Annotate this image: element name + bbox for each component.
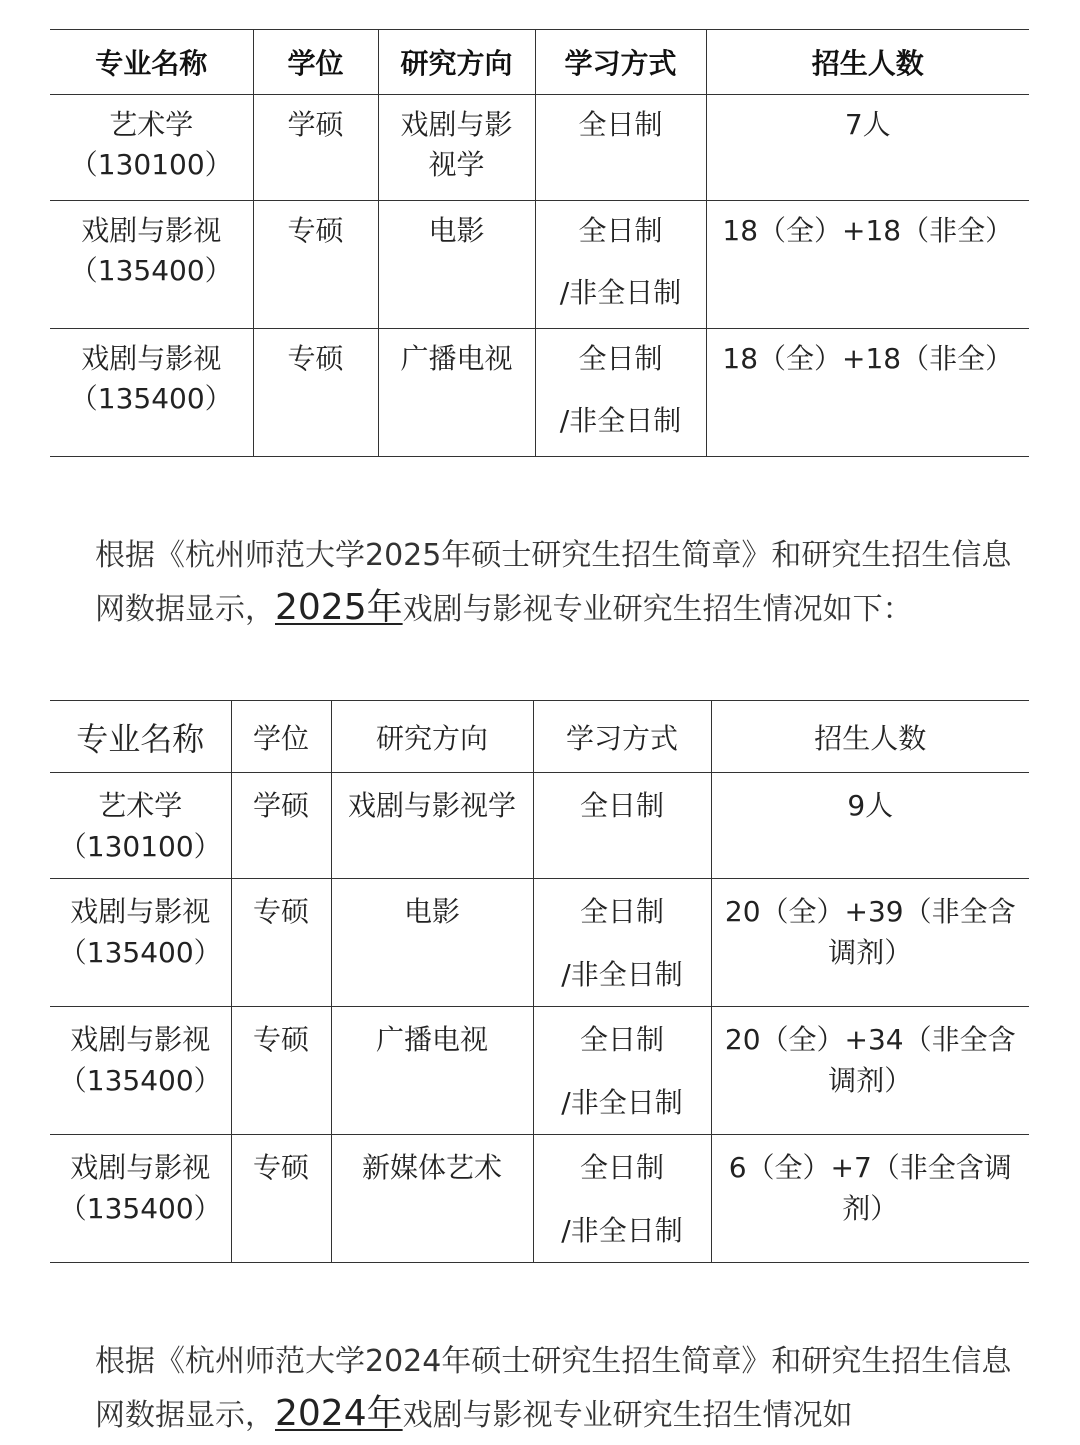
degree-cell: 专硕 — [253, 201, 378, 329]
table-row — [50, 1007, 1029, 1135]
table-header-row — [50, 30, 1029, 95]
study-mode-line: /非全日制 — [559, 404, 682, 437]
study-mode-cell — [535, 95, 706, 201]
enrollment-table-2025 — [50, 700, 1029, 1263]
study-mode-line: 全日制 — [578, 342, 663, 375]
degree-cell: 学硕 — [253, 95, 378, 201]
major-code: （130100） — [58, 830, 222, 863]
header-major: 专业名称 — [50, 701, 231, 773]
intro-paragraph-2025 — [95, 530, 1025, 636]
header-degree: 学位 — [253, 30, 378, 95]
quota-cell — [711, 879, 1029, 1007]
major-code: （135400） — [69, 254, 233, 287]
header-quota: 招生人数 — [706, 30, 1029, 95]
study-mode-cell — [533, 879, 711, 1007]
paragraph-text: 戏剧与影视专业研究生招生情况如 — [402, 1398, 853, 1433]
major-cell — [50, 879, 231, 1007]
header-major: 专业名称 — [50, 30, 253, 95]
quota-cell: 18（全）+18（非全） — [706, 329, 1029, 457]
paragraph-text: 根据《杭州师范大学2025年硕士研究生招生简章》和研究生招生信息网数据显示， — [95, 538, 1012, 627]
major-name: 艺术学 — [98, 789, 183, 822]
degree-cell: 学硕 — [231, 773, 331, 879]
major-cell — [50, 95, 253, 201]
quota-cell — [711, 1135, 1029, 1263]
major-name: 戏剧与影视 — [70, 895, 211, 928]
degree-cell: 专硕 — [231, 1007, 331, 1135]
major-cell — [50, 1007, 231, 1135]
study-mode-cell — [535, 201, 706, 329]
major-name: 戏剧与影视 — [81, 342, 222, 375]
header-direction: 研究方向 — [378, 30, 535, 95]
study-mode-line: 全日制 — [579, 789, 664, 822]
direction-cell — [378, 95, 535, 201]
study-mode-line: /非全日制 — [561, 958, 683, 991]
table-row — [50, 95, 1029, 201]
major-code: （135400） — [58, 1064, 222, 1097]
major-name: 戏剧与影视 — [70, 1023, 211, 1056]
major-cell — [50, 201, 253, 329]
paragraph-text: 根据《杭州师范大学2024年硕士研究生招生简章》和研究生招生信息网数据显示， — [95, 1344, 1012, 1433]
major-name: 艺术学 — [109, 108, 194, 141]
major-name: 戏剧与影视 — [81, 214, 222, 247]
major-code: （135400） — [69, 382, 233, 415]
table-header-row — [50, 701, 1029, 773]
direction-cell: 戏剧与影视学 — [331, 773, 533, 879]
header-study-mode: 学习方式 — [533, 701, 711, 773]
quota-text: 20（全）+34（非全含调剂） — [724, 1023, 1016, 1097]
study-mode-line: /非全日制 — [559, 276, 682, 309]
degree-cell: 专硕 — [231, 879, 331, 1007]
study-mode-line: 全日制 — [578, 214, 663, 247]
quota-text: 20（全）+39（非全含调剂） — [724, 895, 1016, 969]
direction-cell: 新媒体艺术 — [331, 1135, 533, 1263]
table-row — [50, 879, 1029, 1007]
table-row — [50, 1135, 1029, 1263]
direction-cell: 广播电视 — [331, 1007, 533, 1135]
study-mode-line: /非全日制 — [561, 1086, 683, 1119]
year-highlight: 2025年 — [275, 587, 403, 628]
degree-cell: 专硕 — [253, 329, 378, 457]
direction-cell: 电影 — [378, 201, 535, 329]
intro-paragraph-2024 — [95, 1336, 1025, 1442]
study-mode-cell — [533, 773, 711, 879]
study-mode-line: 全日制 — [579, 895, 664, 928]
enrollment-table-top — [50, 29, 1029, 457]
degree-cell: 专硕 — [231, 1135, 331, 1263]
direction-cell: 广播电视 — [378, 329, 535, 457]
study-mode-cell — [533, 1007, 711, 1135]
header-direction: 研究方向 — [331, 701, 533, 773]
study-mode-line: /非全日制 — [561, 1214, 683, 1247]
study-mode-line: 全日制 — [579, 1023, 664, 1056]
table-row — [50, 773, 1029, 879]
header-degree: 学位 — [231, 701, 331, 773]
study-mode-cell — [535, 329, 706, 457]
major-cell — [50, 773, 231, 879]
direction-cell: 电影 — [331, 879, 533, 1007]
quota-cell: 18（全）+18（非全） — [706, 201, 1029, 329]
paragraph-text: 戏剧与影视专业研究生招生情况如下： — [402, 592, 913, 627]
study-mode-line: 全日制 — [579, 1151, 664, 1184]
major-code: （135400） — [58, 936, 222, 969]
year-highlight: 2024年 — [275, 1393, 403, 1434]
study-mode-line: 全日制 — [578, 108, 663, 141]
table-row — [50, 201, 1029, 329]
major-cell — [50, 1135, 231, 1263]
quota-cell: 7人 — [706, 95, 1029, 201]
header-quota: 招生人数 — [711, 701, 1029, 773]
quota-cell — [711, 1007, 1029, 1135]
major-code: （135400） — [58, 1192, 222, 1225]
major-name: 戏剧与影视 — [70, 1151, 211, 1184]
table-row — [50, 329, 1029, 457]
major-cell — [50, 329, 253, 457]
quota-text: 6（全）+7（非全含调剂） — [728, 1151, 1012, 1225]
major-code: （130100） — [69, 148, 233, 181]
study-mode-cell — [533, 1135, 711, 1263]
direction-text: 戏剧与影视学 — [400, 108, 513, 181]
quota-cell: 9人 — [711, 773, 1029, 879]
header-study-mode: 学习方式 — [535, 30, 706, 95]
